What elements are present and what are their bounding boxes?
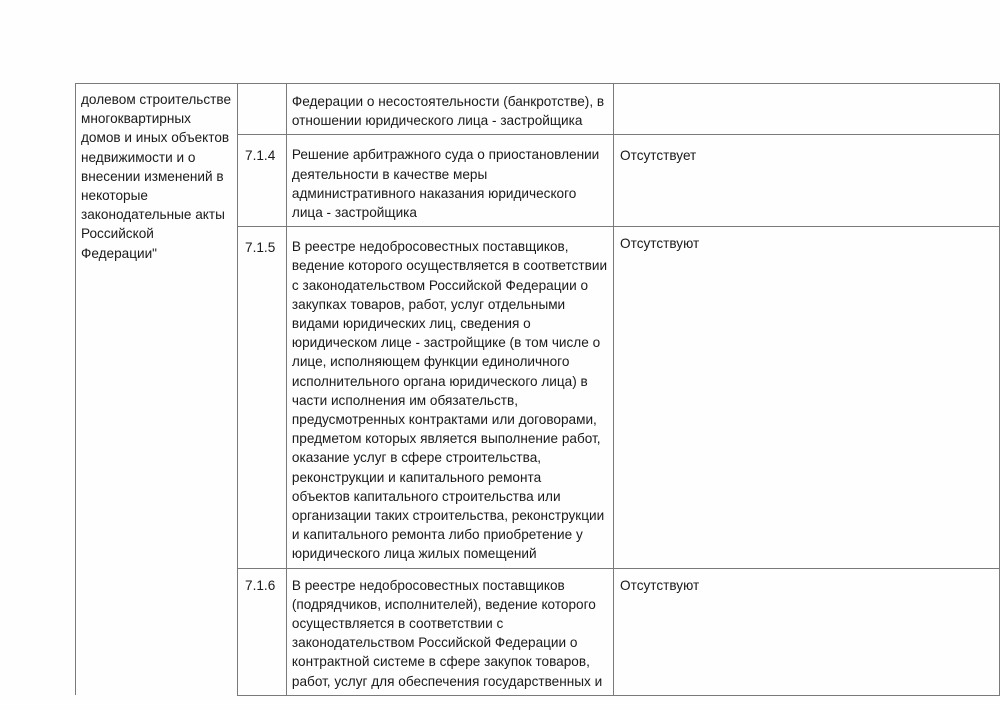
law-reference-line: некоторые	[81, 188, 148, 204]
description-line: реконструкции и капитального ремонта	[291, 469, 542, 485]
description-line: административного наказания юридического	[291, 185, 577, 201]
description-line: законодательством Российской Федерации о	[291, 635, 578, 651]
item-number-cell: 7.1.4	[238, 135, 287, 227]
description-line: и капитального ремонта либо приобретение у	[291, 527, 583, 543]
description-line: осуществляется в соответствии с	[291, 616, 504, 632]
item-number-cell: 7.1.6	[238, 568, 287, 695]
law-reference-line: многоквартирных	[81, 111, 191, 127]
description-line: деятельности в качестве меры	[291, 166, 488, 182]
description-line: видами юридических лиц, сведения о	[291, 316, 531, 332]
description-line: юридического лица жилых помещений	[291, 546, 537, 562]
description-line: оказание услуг в сфере строительства,	[291, 450, 542, 466]
description-line: предусмотренных контрактами или договорами,	[291, 412, 597, 428]
description-line: части исполнения им обязательств,	[291, 392, 519, 408]
description-line: ведение которого осуществляется в соответствии	[291, 258, 608, 274]
description-line: предметом которых является выполнение работ,	[291, 431, 601, 447]
description-line: Федерации о несостоятельности (банкротстве), в	[291, 94, 605, 109]
description-line: закупках товаров, работ, услуг отдельными	[291, 296, 566, 312]
disclosure-table	[75, 83, 1000, 696]
item-description-cell	[286, 84, 613, 135]
description-line: организации таких строительства, реконструкции	[291, 508, 605, 524]
law-reference-line: Российской	[81, 226, 154, 242]
law-reference-line: внесении изменений в	[81, 168, 224, 184]
description-line: контрактной системе в сфере закупок товаров,	[291, 654, 590, 670]
law-reference-line: долевом строительстве	[81, 92, 232, 107]
description-line: В реестре недобросовестных поставщиков	[291, 577, 565, 593]
item-description-cell	[286, 568, 613, 695]
item-number-cell	[238, 84, 287, 135]
description-line: исполнительного органа юридического лица) в	[291, 373, 588, 389]
description-line: лица - застройщика	[291, 205, 417, 221]
description-line: юридическом лице - застройщике (в том числе о	[291, 335, 601, 351]
item-value-cell: Отсутствуют	[614, 227, 1000, 568]
item-description-cell	[286, 135, 613, 227]
description-line: отношении юридического лица - застройщика	[291, 113, 583, 129]
law-reference-line: Федерации"	[81, 245, 158, 261]
item-description-cell	[286, 227, 613, 568]
item-value-cell	[614, 84, 1000, 135]
description-line: с законодательством Российской Федерации о	[291, 277, 589, 293]
law-reference-line: недвижимости и о	[81, 149, 196, 165]
description-line: лице, исполняющем функции единоличного	[291, 354, 570, 370]
description-line: работ, услуг для обеспечения государственных и	[291, 673, 603, 689]
law-reference-cell	[76, 84, 238, 696]
item-value-cell: Отсутствует	[614, 135, 1000, 227]
description-line: Решение арбитражного суда о приостановлении	[291, 147, 600, 163]
description-line: (подрядчиков, исполнителей), ведение которого	[291, 596, 596, 612]
table-row	[76, 84, 1000, 135]
law-reference-line: законодательные акты	[81, 207, 225, 223]
law-reference-line: домов и иных объектов	[81, 130, 230, 146]
description-line: В реестре недобросовестных поставщиков,	[291, 239, 569, 255]
item-value-cell: Отсутствуют	[614, 568, 1000, 695]
item-number-cell: 7.1.5	[238, 227, 287, 568]
description-line: объектов капитального строительства или	[291, 488, 561, 504]
